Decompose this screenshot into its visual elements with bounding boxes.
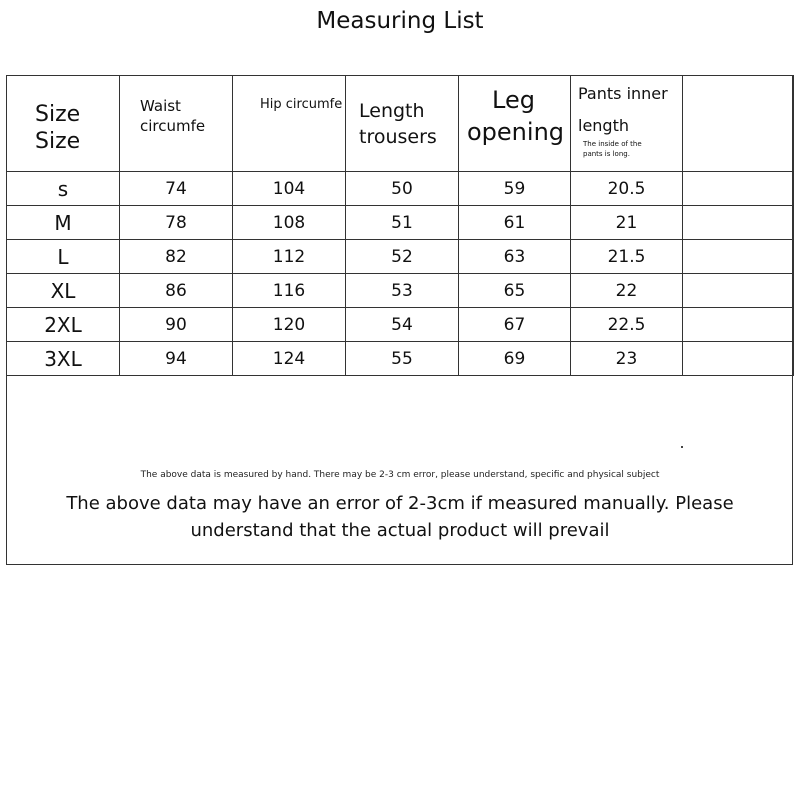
cell-leg: 59 (459, 172, 571, 206)
cell-leg: 63 (459, 240, 571, 274)
cell-inner: 22.5 (571, 308, 683, 342)
header-length (346, 76, 459, 172)
cell-blank (683, 206, 794, 240)
cell-waist: 78 (120, 206, 233, 240)
header-inner-length (571, 76, 683, 172)
cell-waist: 94 (120, 342, 233, 376)
cell-length: 50 (346, 172, 459, 206)
header-blank (683, 76, 794, 172)
cell-hip: 120 (233, 308, 346, 342)
measurement-table (6, 75, 794, 376)
cell-size: s (7, 172, 120, 206)
cell-leg: 69 (459, 342, 571, 376)
cell-blank (683, 274, 794, 308)
cell-blank (683, 172, 794, 206)
header-waist (120, 76, 233, 172)
header-hip-label: Hip circumfe (260, 97, 343, 112)
cell-blank (683, 240, 794, 274)
cell-inner: 21.5 (571, 240, 683, 274)
table-row (7, 274, 794, 308)
cell-hip: 124 (233, 342, 346, 376)
header-inner-note: The inside of the pants is long. (583, 140, 642, 158)
cell-size: 3XL (7, 342, 120, 376)
cell-length: 53 (346, 274, 459, 308)
table-row (7, 308, 794, 342)
table-row (7, 172, 794, 206)
cell-waist: 82 (120, 240, 233, 274)
cell-waist: 74 (120, 172, 233, 206)
cell-size: M (7, 206, 120, 240)
cell-hip: 108 (233, 206, 346, 240)
header-inner-line2: length (578, 116, 629, 135)
cell-blank (683, 342, 794, 376)
note-small: The above data is measured by hand. There may be 2-3 cm error, please understand, specific and physical subject (140, 470, 660, 480)
cell-blank (683, 308, 794, 342)
cell-inner: 22 (571, 274, 683, 308)
cell-size: L (7, 240, 120, 274)
cell-size: XL (7, 274, 120, 308)
table-row (7, 206, 794, 240)
cell-waist: 86 (120, 274, 233, 308)
cell-length: 52 (346, 240, 459, 274)
header-length-label: Length trousers (359, 100, 437, 148)
cell-length: 55 (346, 342, 459, 376)
header-inner-line1: Pants inner (578, 84, 668, 103)
cell-hip: 116 (233, 274, 346, 308)
cell-hip: 104 (233, 172, 346, 206)
cell-leg: 65 (459, 274, 571, 308)
cell-waist: 90 (120, 308, 233, 342)
header-size (7, 76, 120, 172)
header-leg-opening (459, 76, 571, 172)
header-row (7, 76, 794, 172)
page-title: Measuring List (316, 8, 484, 34)
cell-hip: 112 (233, 240, 346, 274)
cell-inner: 21 (571, 206, 683, 240)
cell-inner: 20.5 (571, 172, 683, 206)
cell-leg: 61 (459, 206, 571, 240)
cell-leg: 67 (459, 308, 571, 342)
stray-dot (681, 446, 683, 448)
cell-length: 51 (346, 206, 459, 240)
cell-length: 54 (346, 308, 459, 342)
table-row (7, 342, 794, 376)
header-hip (233, 76, 346, 172)
header-leg-line2: opening (467, 118, 565, 146)
header-leg-line1: Leg (492, 86, 535, 114)
header-size-label: Size Size (35, 102, 81, 154)
cell-size: 2XL (7, 308, 120, 342)
note-big: The above data may have an error of 2-3cm if measured manually. Please understand that the actual product will prevail (66, 493, 734, 541)
header-waist-label: Waist circumfe (140, 97, 206, 135)
table-row (7, 240, 794, 274)
cell-inner: 23 (571, 342, 683, 376)
